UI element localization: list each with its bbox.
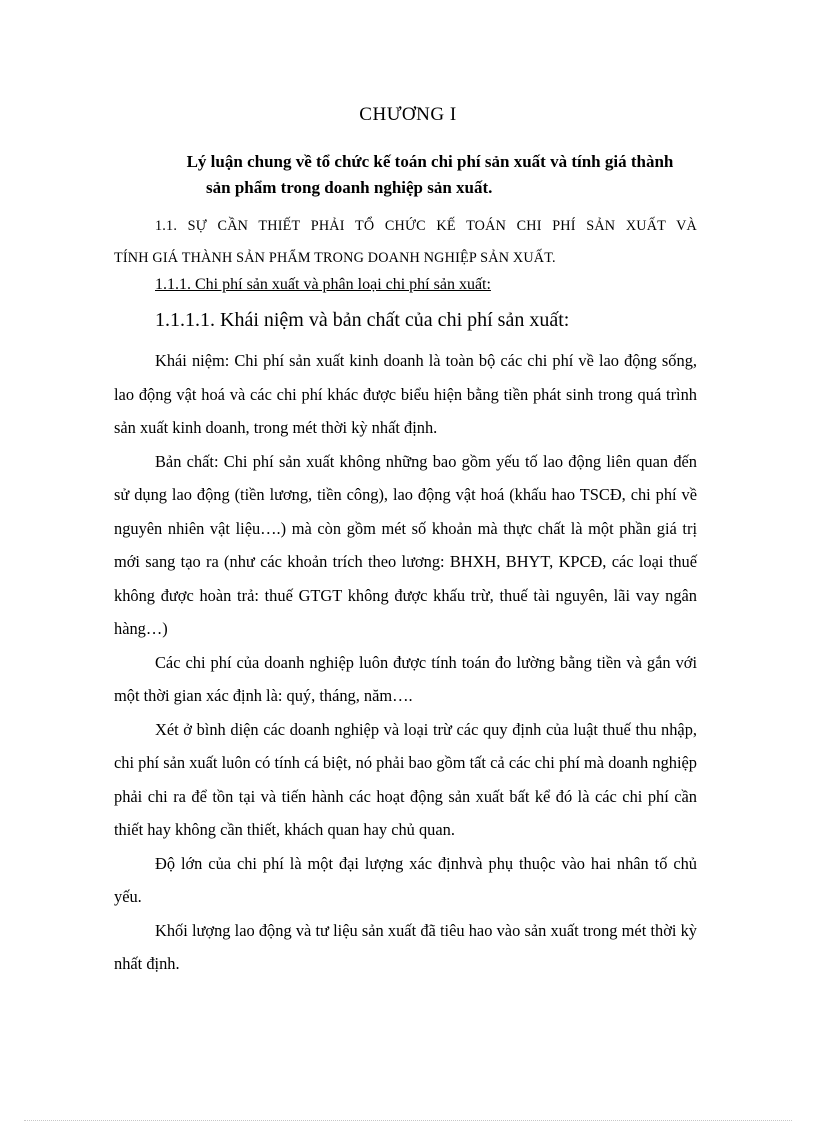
title-line-2: sản phẩm trong doanh nghiệp sản xuất.: [206, 178, 493, 197]
chapter-heading: CHƯƠNG I: [359, 104, 457, 125]
page-bottom-divider: [24, 1120, 792, 1121]
section-heading-line-1: 1.1. SỰ CẦN THIẾT PHẢI TỔ CHỨC KẾ TOÁN CHI PHÍ SẢN XUẤT VÀ: [155, 218, 697, 234]
document-title: [150, 149, 710, 201]
subsubsection-heading: 1.1.1.1. Khái niệm và bản chất của chi phí sản xuất:: [155, 309, 570, 331]
title-line-1: Lý luận chung về tổ chức kế toán chi phí sản xuất và tính giá thành: [186, 152, 674, 171]
paragraph-enterprise-view: Xét ở bình diện các doanh nghiệp và loại trừ các quy định của luật thuế thu nhập, chi phí sản xuất luôn có tính cá biệt, nó phải bao gồm tất cả các chi phí mà doanh nghiệp phải chi ra để tồn tại và tiến hành các hoạt động sản xuất bất kể đó là các chi phí cần thiết hay không cần thiết, khách quan hay chủ quan.: [114, 719, 697, 839]
section-heading-line-2: TÍNH GIÁ THÀNH SẢN PHẨM TRONG DOANH NGHIỆP SẢN XUẤT.: [114, 250, 556, 266]
paragraph-nature: Bản chất: Chi phí sản xuất không những bao gồm yếu tố lao động liên quan đến sử dụng lao động (tiền lương, tiền công), lao động vật hoá (khấu hao TSCĐ, chi phí về nguyên nhiên vật liệu….) mà còn gồm mét số khoản mà thực chất là một phần giá trị mới sang tạo ra (như các khoản trích theo lương: BHXH, BHYT, KPCĐ, các loại thuế không được hoàn trả: thuế GTGT không được khấu trừ, thuế tài nguyên, lãi vay ngân hàng…): [114, 451, 697, 638]
paragraph-magnitude: Độ lớn của chi phí là một đại lượng xác địnhvà phụ thuộc vào hai nhân tố chủ yếu.: [114, 853, 697, 906]
paragraph-definition: Khái niệm: Chi phí sản xuất kinh doanh là toàn bộ các chi phí về lao động sống, lao động vật hoá và các chi phí khác được biểu hiện bằng tiền phát sinh trong quá trình sản xuất kinh doanh, trong mét thời kỳ nhất định.: [114, 351, 697, 437]
subsection-heading: 1.1.1. Chi phí sản xuất và phân loại chi phí sản xuất:: [155, 276, 491, 293]
paragraph-labor-volume: Khối lượng lao động và tư liệu sản xuất đã tiêu hao vào sản xuất trong mét thời kỳ nhất định.: [114, 920, 697, 973]
paragraph-measurement: Các chi phí của doanh nghiệp luôn được tính toán đo lường bằng tiền và gắn với một thời gian xác định là: quý, tháng, năm….: [114, 652, 697, 705]
section-heading: [114, 210, 697, 274]
body-text: [114, 344, 697, 981]
